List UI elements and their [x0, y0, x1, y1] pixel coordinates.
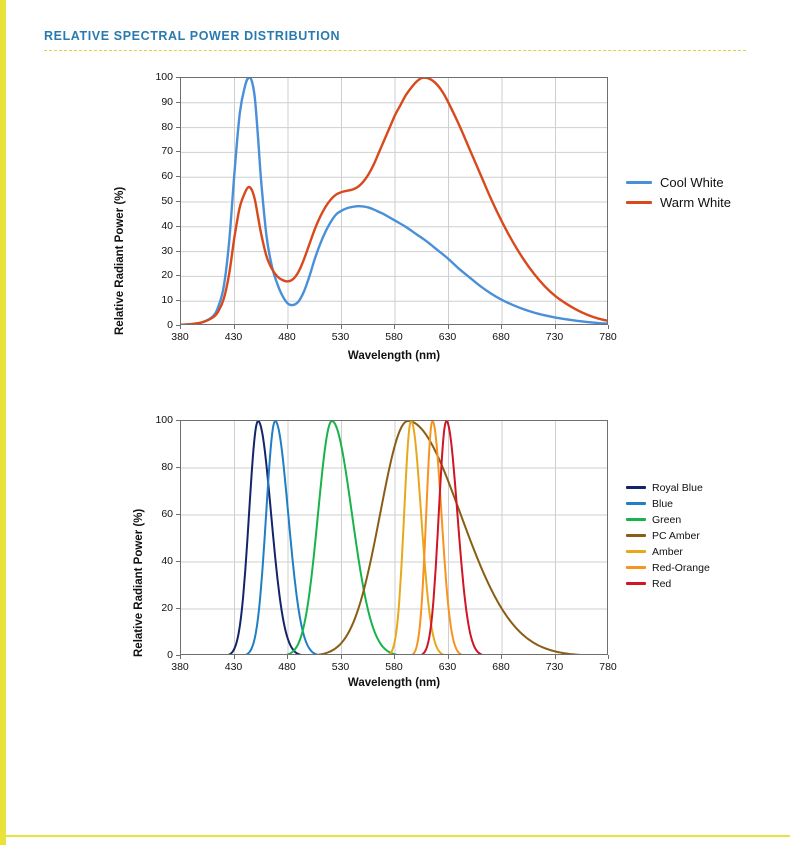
x-tick-label: 430 [224, 331, 243, 343]
x-tick-mark [341, 325, 342, 329]
x-tick-mark [555, 325, 556, 329]
x-tick-label: 680 [492, 331, 510, 343]
y-tick-label: 80 [161, 461, 173, 473]
x-tick-label: 780 [599, 331, 617, 343]
y-tick-mark [176, 127, 180, 128]
chart1-y-axis-label: Relative Radiant Power (%) [114, 186, 126, 335]
legend-swatch [626, 486, 646, 489]
legend-label: Royal Blue [652, 481, 703, 494]
legend-item[interactable] [626, 193, 731, 211]
y-tick-mark [176, 251, 180, 252]
x-tick-mark [341, 655, 342, 659]
y-tick-label: 70 [161, 145, 173, 158]
legend-label: Warm White [660, 194, 732, 210]
x-tick-mark [448, 325, 449, 329]
y-tick-label: 0 [167, 649, 173, 661]
y-tick-mark [176, 561, 180, 562]
chart2-plot-area [180, 420, 608, 655]
y-tick-mark [176, 514, 180, 515]
y-tick-label: 40 [161, 555, 173, 567]
legend-swatch [626, 502, 646, 505]
x-tick-label: 630 [438, 661, 457, 673]
chart2-canvas [181, 421, 608, 655]
y-tick-mark [176, 467, 180, 468]
legend-item[interactable] [626, 560, 710, 575]
legend-label: Red-Orange [652, 561, 710, 574]
x-tick-label: 530 [331, 661, 350, 673]
y-tick-mark [176, 275, 180, 276]
y-tick-mark [176, 102, 180, 103]
x-tick-mark [394, 325, 395, 329]
x-tick-mark [180, 655, 181, 659]
chart1-x-axis-label: Wavelength (nm) [347, 350, 441, 362]
x-tick-mark [608, 325, 609, 329]
y-tick-label: 100 [155, 414, 173, 426]
legend-item[interactable] [626, 480, 710, 495]
x-tick-mark [180, 325, 181, 329]
y-tick-label: 20 [161, 269, 173, 282]
legend-swatch [626, 550, 646, 553]
legend-swatch [626, 201, 652, 204]
bottom-accent-rule [0, 835, 790, 837]
y-tick-mark [176, 77, 180, 78]
chart1-plot-wrap [155, 71, 617, 343]
x-tick-mark [501, 325, 502, 329]
chart2-y-axis-label: Relative Radiant Power (%) [133, 508, 145, 657]
chart2-legend [626, 480, 710, 592]
y-tick-label: 30 [161, 244, 173, 257]
chart2-plot-wrap [155, 414, 617, 673]
y-tick-label: 100 [155, 71, 173, 83]
legend-label: PC Amber [652, 529, 700, 542]
x-tick-label: 380 [171, 331, 189, 343]
x-tick-label: 480 [278, 661, 296, 673]
legend-label: Cool White [660, 174, 724, 190]
legend-label: Blue [652, 497, 674, 510]
y-tick-mark [176, 151, 180, 152]
x-tick-mark [448, 655, 449, 659]
chart-white-spd [0, 60, 790, 370]
chart2-x-axis-label: Wavelength (nm) [347, 677, 441, 689]
x-tick-label: 780 [599, 661, 617, 673]
x-tick-mark [234, 655, 235, 659]
y-tick-label: 80 [161, 120, 173, 133]
y-tick-label: 40 [161, 219, 173, 232]
x-tick-label: 730 [545, 661, 564, 673]
y-tick-label: 90 [161, 95, 173, 108]
x-tick-label: 730 [545, 331, 564, 343]
x-tick-mark [394, 655, 395, 659]
legend-swatch [626, 518, 646, 521]
y-tick-label: 20 [161, 602, 173, 614]
legend-item[interactable] [626, 512, 710, 527]
legend-swatch [626, 534, 646, 537]
chart1-legend [626, 173, 731, 213]
y-tick-label: 60 [161, 508, 173, 520]
y-tick-mark [176, 226, 180, 227]
legend-item[interactable] [626, 173, 731, 191]
legend-item[interactable] [626, 576, 710, 591]
legend-item[interactable] [626, 544, 710, 559]
legend-swatch [626, 582, 646, 585]
x-tick-mark [287, 655, 288, 659]
x-tick-label: 580 [385, 661, 403, 673]
x-tick-label: 630 [438, 331, 457, 343]
y-tick-label: 60 [161, 170, 173, 183]
x-tick-label: 480 [278, 331, 296, 343]
x-tick-label: 380 [171, 661, 189, 673]
y-tick-label: 50 [161, 195, 173, 207]
x-tick-mark [287, 325, 288, 329]
x-tick-label: 580 [385, 331, 403, 343]
y-tick-mark [176, 176, 180, 177]
chart1-canvas [181, 78, 608, 325]
legend-item[interactable] [626, 528, 710, 543]
y-tick-mark [176, 608, 180, 609]
chart-color-spd [0, 400, 790, 710]
legend-swatch [626, 181, 652, 184]
title-divider [44, 50, 746, 51]
legend-label: Green [652, 513, 682, 526]
y-tick-label: 0 [167, 319, 173, 331]
x-tick-label: 430 [224, 661, 243, 673]
x-tick-mark [555, 655, 556, 659]
y-tick-label: 10 [161, 294, 173, 307]
legend-item[interactable] [626, 496, 710, 511]
y-tick-mark [176, 201, 180, 202]
legend-swatch [626, 566, 646, 569]
x-tick-mark [234, 325, 235, 329]
x-tick-label: 530 [331, 331, 350, 343]
y-tick-mark [176, 300, 180, 301]
legend-label: Amber [652, 545, 683, 558]
y-tick-mark [176, 420, 180, 421]
x-tick-mark [608, 655, 609, 659]
chart1-plot-area [180, 77, 608, 325]
x-tick-label: 680 [492, 661, 510, 673]
page-title: RELATIVE SPECTRAL POWER DISTRIBUTION [44, 29, 341, 43]
x-tick-mark [501, 655, 502, 659]
legend-label: Red [652, 577, 672, 590]
